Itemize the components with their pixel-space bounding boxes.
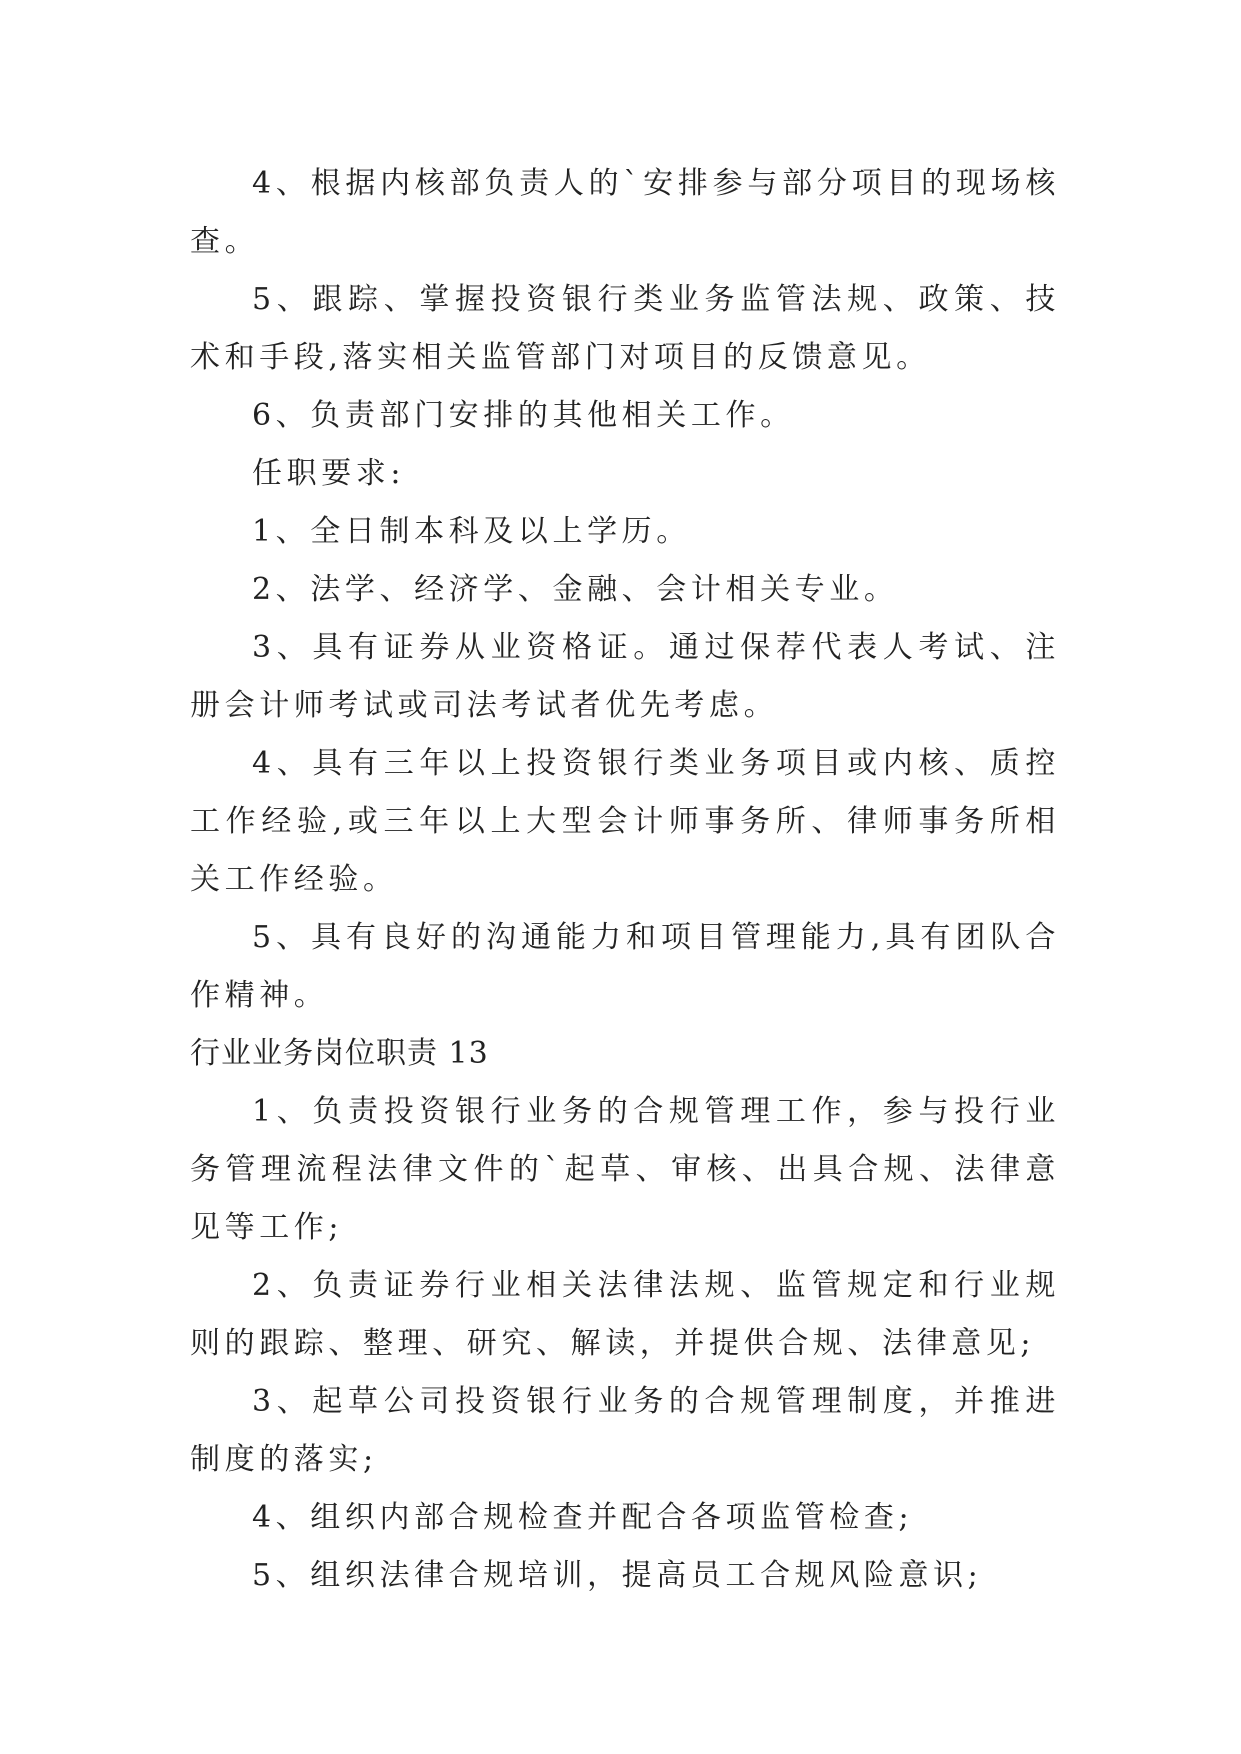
requirements-heading: 任职要求: [252,456,406,491]
requirement-item-5: 5、具有良好的沟通能力和项目管理能力,具有团队合作精神。 [190,920,1060,1013]
duty-item-4: 4、根据内核部负责人的`安排参与部分项目的现场核查。 [190,166,1060,259]
document-body [190,155,1060,1605]
section-duty-item-2: 2、负责证券行业相关法律法规、监管规定和行业规则的跟踪、整理、研究、解读，并提供合规、法律意见; [190,1268,1060,1361]
section-duty-item-4: 4、组织内部合规检查并配合各项监管检查; [252,1500,914,1535]
duty-item-5: 5、跟踪、掌握投资银行类业务监管法规、政策、技术和手段,落实相关监管部门对项目的反馈意见。 [190,282,1060,375]
duty-item-6: 6、负责部门安排的其他相关工作。 [252,398,795,433]
section-duty-item-3: 3、起草公司投资银行业务的合规管理制度，并推进制度的落实; [190,1384,1060,1477]
section-heading: 行业业务岗位职责 13 [190,1036,489,1071]
section-duty-item-1: 1、负责投资银行业务的合规管理工作，参与投行业务管理流程法律文件的`起草、审核、出具合规、法律意见等工作; [190,1094,1060,1245]
requirement-item-4: 4、具有三年以上投资银行类业务项目或内核、质控工作经验,或三年以上大型会计师事务所、律师事务所相关工作经验。 [190,746,1060,897]
requirement-item-2: 2、法学、经济学、金融、会计相关专业。 [252,572,899,607]
requirement-item-1: 1、全日制本科及以上学历。 [252,514,691,549]
section-duty-item-5: 5、组织法律合规培训，提高员工合规风险意识; [252,1558,983,1593]
requirement-item-3: 3、具有证券从业资格证。通过保荐代表人考试、注册会计师考试或司法考试者优先考虑。 [190,630,1060,723]
